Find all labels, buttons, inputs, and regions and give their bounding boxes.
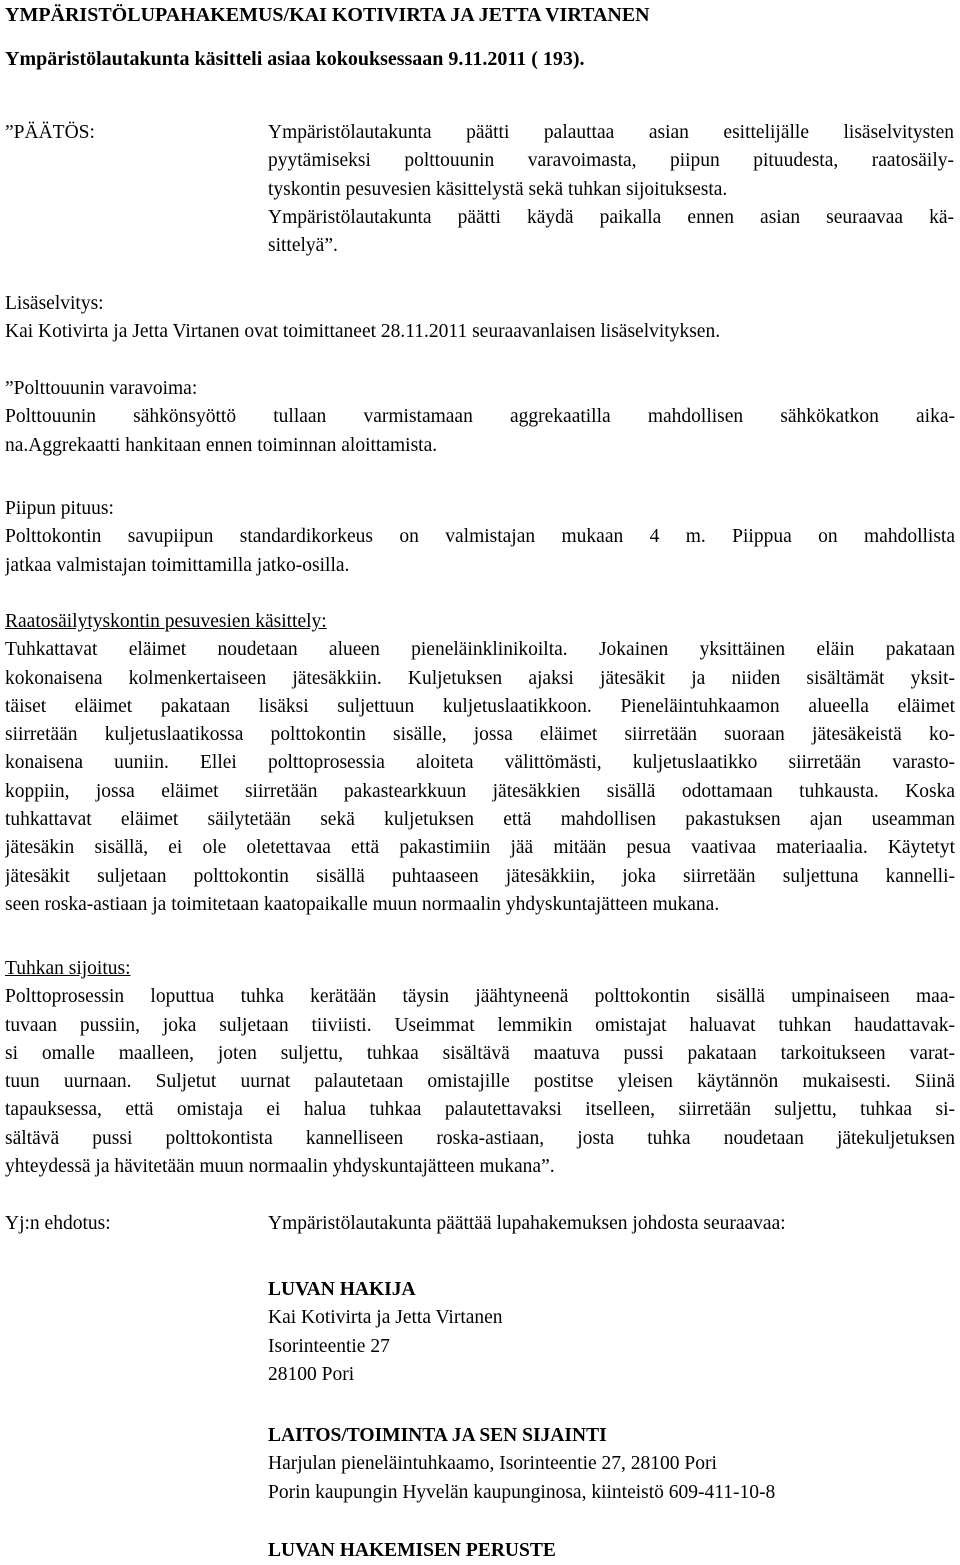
paatos-label: ”PÄÄTÖS: bbox=[5, 122, 95, 143]
raato-line: tuhkattavat eläimet säilytetään sekä kuljetuksen että mahdollisen pakastuksen ajan useamman bbox=[5, 809, 955, 831]
varavoima-label: ”Polttouunin varavoima: bbox=[5, 378, 198, 399]
paatos-text bbox=[268, 119, 954, 260]
tuhkan-line: tapauksessa, että omistaja ei halua tuhkaa palautettavaksi itselleen, siirretään suljettu, tuhkaa si- bbox=[5, 1099, 955, 1121]
tuhkan-line: yhteydessä ja hävitetään muun normaalin yhdyskuntajätteen mukana”. bbox=[5, 1156, 555, 1178]
laitos-line: Harjulan pieneläintuhkaamo, Isorinteentie 27, 28100 Pori bbox=[268, 1453, 717, 1475]
raato-line: koppiin, jossa eläimet siirretään pakastearkkuun jätesäkkien sisällä odottamaan tuhkausta. Koska bbox=[5, 780, 955, 802]
tuhkan-line: sältävä pussi polttokontista kannelliseen roska-astiaan, josta tuhka noudetaan jätekuljetuksen bbox=[5, 1127, 955, 1149]
ehdotus-text: Ympäristölautakunta päättää lupahakemuksen johdosta seuraavaa: bbox=[268, 1213, 786, 1234]
paatos-line: Ympäristölautakunta päätti palauttaa asian esittelijälle lisäselvitysten bbox=[268, 122, 954, 143]
peruste-heading: LUVAN HAKEMISEN PERUSTE bbox=[268, 1540, 556, 1561]
raato-label: Raatosäilytyskontin pesuvesien käsittely: bbox=[5, 611, 327, 632]
laitos-line: Porin kaupungin Hyvelän kaupunginosa, kiinteistö 609-411-10-8 bbox=[268, 1481, 776, 1503]
varavoima-line: Polttouunin sähkönsyöttö tullaan varmistamaan aggrekaatilla mahdollisen sähkökatkon aika- bbox=[5, 406, 955, 428]
paatos-line: sittelyä”. bbox=[268, 235, 338, 257]
raato-line: konaisena uuniin. Ellei polttoprosessia aloiteta välittömästi, kuljetuslaatikko siirretään varasto- bbox=[5, 752, 955, 774]
lisaselvitys-label: Lisäselvitys: bbox=[5, 293, 104, 314]
peruste-block bbox=[268, 1537, 954, 1565]
varavoima-section bbox=[5, 375, 955, 460]
lisaselvitys-section bbox=[5, 290, 955, 347]
raato-line: seen roska-astiaan ja toimitetaan kaatopaikalle muun normaalin yhdyskuntajätteen mukana. bbox=[5, 893, 720, 915]
raato-line: jätesäkit suljetaan polttokontin sisällä puhtaaseen jätesäkkiin, joka siirretään suljettuna kannelli- bbox=[5, 865, 955, 887]
luvan-hakija-line: Kai Kotivirta ja Jetta Virtanen bbox=[268, 1307, 503, 1329]
tuhkan-line: tuun uurnaan. Suljetut uurnat palautetaan omistajille postitse yleisen käytännön mukaisesti. Siinä bbox=[5, 1071, 955, 1093]
tuhkan-line: Polttoprosessin loputtua tuhka kerätään täysin jäähtyneenä polttokontin sisällä umpinaiseen maa- bbox=[5, 986, 955, 1008]
ehdotus-text-block bbox=[268, 1210, 954, 1238]
piipun-line: Polttokontin savupiipun standardikorkeus on valmistajan mukaan 4 m. Piippua on mahdollista bbox=[5, 526, 955, 548]
ehdotus-label: Yj:n ehdotus: bbox=[5, 1213, 111, 1234]
raato-line: täiset eläimet pakataan lisäksi suljettuun kuljetuslaatikkoon. Pieneläintuhkaamon alueella eläimet bbox=[5, 695, 955, 717]
document-subtitle: Ympäristölautakunta käsitteli asiaa kokouksessaan 9.11.2011 ( 193). bbox=[5, 48, 585, 70]
luvan-hakija-block bbox=[268, 1276, 954, 1389]
raato-line: siirretään kuljetuslaatikossa polttokontin sisälle, jossa eläimet siirretään suoraan jätesäkeistä ko- bbox=[5, 724, 955, 746]
tuhkan-line: tuvaan pussiin, joka suljetaan tiiviisti. Useimmat lemmikin omistajat haluavat tuhkan haudattavak- bbox=[5, 1014, 955, 1036]
paatos-line: pyytämiseksi polttouunin varavoimasta, piipun pituudesta, raatosäily- bbox=[268, 150, 954, 172]
piipun-label: Piipun pituus: bbox=[5, 498, 114, 519]
luvan-hakija-line: 28100 Pori bbox=[268, 1363, 355, 1385]
varavoima-line: na.Aggrekaatti hankitaan ennen toiminnan aloittamista. bbox=[5, 434, 438, 456]
tuhkan-section bbox=[5, 955, 955, 1181]
paatos-line: tyskontin pesuvesien käsittelystä sekä tuhkan sijoituksesta. bbox=[268, 178, 728, 200]
lisaselvitys-line: Kai Kotivirta ja Jetta Virtanen ovat toimittaneet 28.11.2011 seuraavanlaisen lisäselvityksen. bbox=[5, 321, 721, 343]
document-title: YMPÄRISTÖLUPAHAKEMUS/KAI KOTIVIRTA JA JETTA VIRTANEN bbox=[5, 4, 650, 26]
luvan-hakija-line: Isorinteentie 27 bbox=[268, 1335, 390, 1357]
paatos-line: Ympäristölautakunta päätti käydä paikalla ennen asian seuraavaa kä- bbox=[268, 206, 954, 228]
laitos-heading: LAITOS/TOIMINTA JA SEN SIJAINTI bbox=[268, 1425, 607, 1446]
raato-section bbox=[5, 608, 955, 919]
raato-line: jätesäkin sisällä, ei ole oletettavaa että pakastimiin jää mitään pesua vaativaa materiaalia. Käytetyt bbox=[5, 837, 955, 859]
piipun-line: jatkaa valmistajan toimittamilla jatko-osilla. bbox=[5, 554, 350, 576]
piipun-section bbox=[5, 495, 955, 580]
tuhkan-line: si omalle maalleen, joten suljettu, tuhkaa sisältävä maatuva pussi pakataan tarkoitukseen varat- bbox=[5, 1042, 955, 1064]
tuhkan-label: Tuhkan sijoitus: bbox=[5, 958, 131, 979]
laitos-block bbox=[268, 1422, 954, 1507]
luvan-hakija-heading: LUVAN HAKIJA bbox=[268, 1279, 416, 1300]
raato-line: Tuhkattavat eläimet noudetaan alueen pieneläinklinikoilta. Jokainen yksittäinen eläin pakataan bbox=[5, 639, 955, 661]
raato-line: kokonaisena kolmenkertaiseen jätesäkkiin. Kuljetuksen ajaksi jätesäkit ja niiden sisältämät yksit- bbox=[5, 667, 955, 689]
